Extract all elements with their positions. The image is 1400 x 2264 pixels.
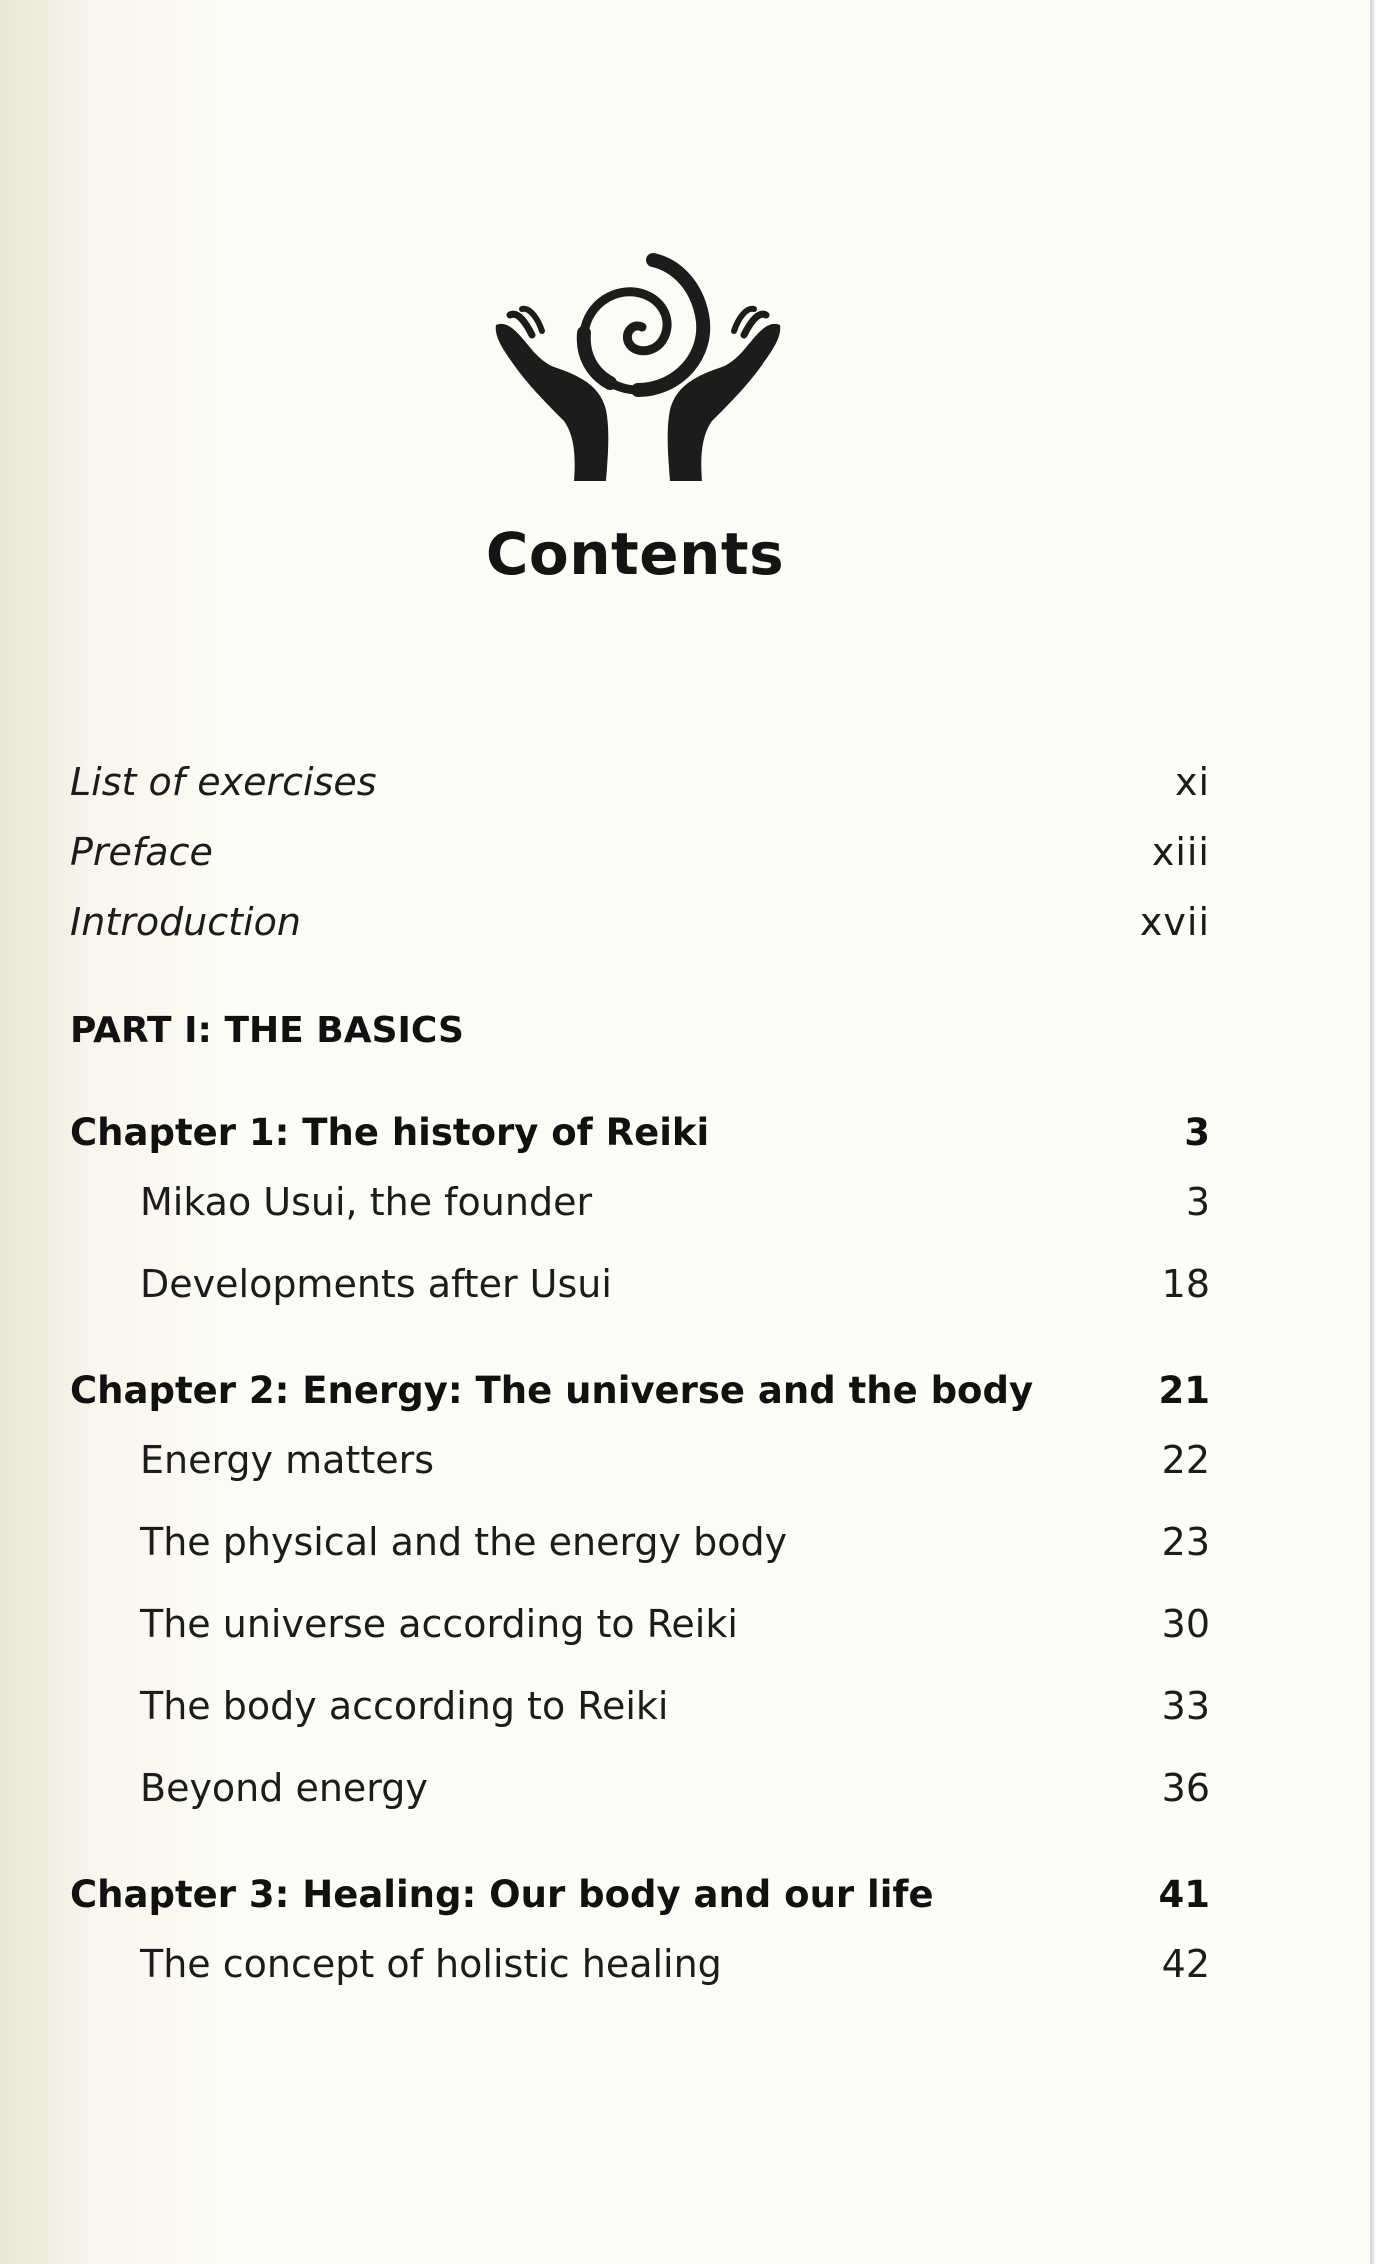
toc-entry-list-of-exercises[interactable]	[70, 752, 1210, 812]
toc-entry-label: List of exercises	[70, 760, 377, 804]
toc-section[interactable]	[140, 1594, 1210, 1654]
section-title: Energy matters	[140, 1438, 435, 1482]
section-title: The physical and the energy body	[140, 1520, 788, 1564]
section-page: 18	[1161, 1262, 1210, 1306]
part-heading: PART I: THE BASICS	[70, 1010, 464, 1051]
page-title: Contents	[485, 520, 785, 588]
chapter-page: 3	[1184, 1110, 1210, 1154]
section-title: Mikao Usui, the founder	[140, 1180, 593, 1224]
toc-section[interactable]	[140, 1172, 1210, 1232]
page-edge	[1370, 0, 1400, 2264]
toc-entry-preface[interactable]	[70, 822, 1210, 882]
section-title: Developments after Usui	[140, 1262, 612, 1306]
chapter-title: Chapter 2: Energy: The universe and the body	[70, 1368, 1034, 1412]
section-page: 33	[1161, 1684, 1210, 1728]
chapter-page: 21	[1158, 1368, 1210, 1412]
toc-chapter-2[interactable]	[70, 1360, 1210, 1420]
section-title: Beyond energy	[140, 1766, 428, 1810]
toc-entry-page: xiii	[1151, 830, 1210, 874]
chapter-title: Chapter 1: The history of Reiki	[70, 1110, 710, 1154]
toc-section[interactable]	[140, 1934, 1210, 1994]
toc-section[interactable]	[140, 1254, 1210, 1314]
toc-entry-page: xvii	[1139, 900, 1210, 944]
toc-section[interactable]	[140, 1512, 1210, 1572]
toc-entry-label: Preface	[70, 830, 213, 874]
section-page: 30	[1161, 1602, 1210, 1646]
toc-entry-page: xi	[1174, 760, 1210, 804]
section-page: 22	[1161, 1438, 1210, 1482]
toc-section[interactable]	[140, 1758, 1210, 1818]
section-page: 3	[1185, 1180, 1210, 1224]
section-title: The universe according to Reiki	[140, 1602, 738, 1646]
toc-section[interactable]	[140, 1430, 1210, 1490]
toc-section[interactable]	[140, 1676, 1210, 1736]
section-title: The concept of holistic healing	[140, 1942, 722, 1986]
chapter-page: 41	[1158, 1872, 1210, 1916]
spiral-with-open-hands-icon	[488, 215, 788, 485]
toc-entry-introduction[interactable]	[70, 892, 1210, 952]
toc-chapter-1[interactable]	[70, 1102, 1210, 1162]
toc-entry-label: Introduction	[70, 900, 301, 944]
section-page: 42	[1161, 1942, 1210, 1986]
section-title: The body according to Reiki	[140, 1684, 669, 1728]
section-page: 23	[1161, 1520, 1210, 1564]
chapter-title: Chapter 3: Healing: Our body and our life	[70, 1872, 934, 1916]
section-page: 36	[1161, 1766, 1210, 1810]
toc-chapter-3[interactable]	[70, 1864, 1210, 1924]
